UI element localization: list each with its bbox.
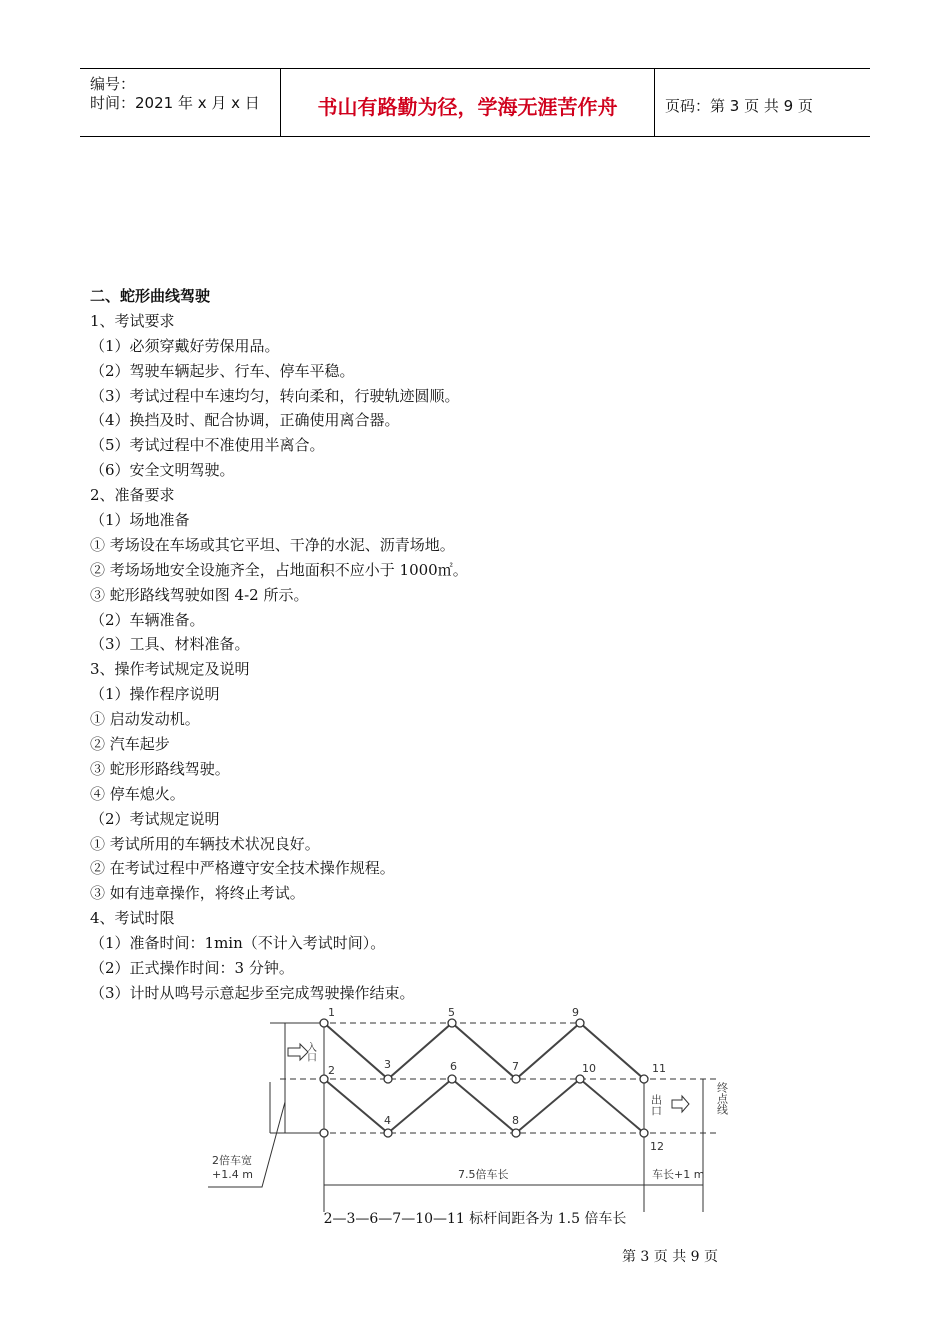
document-date: 时间：2021 年 x 月 x 日 <box>90 94 260 112</box>
body-line: ② 在考试过程中严格遵守安全技术操作规程。 <box>90 859 395 878</box>
upper-zigzag-path <box>324 1023 644 1079</box>
extra-length-label: 车长+1 m <box>652 1168 705 1181</box>
header-page-cell <box>655 69 870 136</box>
header-info-cell <box>80 69 281 136</box>
pole-9 <box>576 1019 584 1027</box>
pole-3 <box>384 1075 392 1083</box>
pole-label-12: 12 <box>650 1140 664 1153</box>
pole-label-9: 9 <box>572 1006 579 1019</box>
body-line: （4）换挡及时、配合协调，正确使用离合器。 <box>90 411 400 430</box>
body-line: （2）正式操作时间：3 分钟。 <box>90 959 294 978</box>
body-line: （3）考试过程中车速均匀，转向柔和，行驶轨迹圆顺。 <box>90 386 460 405</box>
pole-4 <box>384 1129 392 1137</box>
body-line: （2）驾驶车辆起步、行车、停车平稳。 <box>90 361 355 380</box>
body-line: ③ 蛇形路线驾驶如图 4-2 所示。 <box>90 585 309 604</box>
pole-label-10: 10 <box>582 1062 596 1075</box>
body-line: （6）安全文明驾驶。 <box>90 461 235 480</box>
body-line: ② 考场场地安全设施齐全，占地面积不应小于 1000㎡。 <box>90 560 468 579</box>
exit-label: 出口 <box>649 1094 663 1116</box>
body-line: 3、操作考试规定及说明 <box>90 660 250 679</box>
exit-arrow-icon <box>672 1096 689 1112</box>
pole-2 <box>320 1075 328 1083</box>
pole-10 <box>576 1075 584 1083</box>
header-motto-cell <box>281 69 655 136</box>
length-label: 7.5倍车长 <box>458 1168 509 1181</box>
page-header <box>80 68 870 137</box>
header-motto: 书山有路勤为径，学海无涯苦作舟 <box>317 95 618 119</box>
body-line: （2）考试规定说明 <box>90 809 220 828</box>
body-line: （1）准备时间：1min（不计入考试时间）。 <box>90 934 386 953</box>
pole-6 <box>448 1075 456 1083</box>
body-line: ① 考试所用的车辆技术状况良好。 <box>90 834 320 853</box>
body-line: ① 考场设在车场或其它平坦、干净的水泥、沥青场地。 <box>90 535 455 554</box>
body-line: ④ 停车熄火。 <box>90 784 185 803</box>
body-line: 2、准备要求 <box>90 486 175 505</box>
body-line: （2）车辆准备。 <box>90 610 205 629</box>
figure-caption: 2—3—6—7—10—11 标杆间距各为 1.5 倍车长 <box>323 1211 627 1227</box>
pole-1 <box>320 1019 328 1027</box>
body-line: 4、考试时限 <box>90 909 175 928</box>
document-body <box>90 284 790 1006</box>
pole-start-bottom <box>320 1129 328 1137</box>
pole-label-7: 7 <box>512 1060 519 1073</box>
serpentine-course-diagram <box>200 1002 760 1212</box>
pole-8 <box>512 1129 520 1137</box>
body-line: 1、考试要求 <box>90 311 175 330</box>
pole-label-5: 5 <box>448 1006 455 1019</box>
body-line: （5）考试过程中不准使用半离合。 <box>90 436 325 455</box>
pole-11 <box>640 1075 648 1083</box>
body-line: （1）场地准备 <box>90 511 190 530</box>
pole-label-3: 3 <box>384 1058 391 1071</box>
body-line: （1）操作程序说明 <box>90 685 220 704</box>
body-line: （3）计时从鸣号示意起步至完成驾驶操作结束。 <box>90 983 415 1002</box>
pole-label-6: 6 <box>450 1060 457 1073</box>
body-line: ② 汽车起步 <box>90 735 170 754</box>
pole-12 <box>640 1129 648 1137</box>
pole-5 <box>448 1019 456 1027</box>
page-footer: 第 3 页 共 9 页 <box>621 1249 719 1265</box>
body-line: ③ 蛇形形路线驾驶。 <box>90 759 230 778</box>
header-page-info: 页码：第 3 页 共 9 页 <box>665 97 813 115</box>
pole-label-11: 11 <box>652 1062 666 1075</box>
section-title: 二、蛇形曲线驾驶 <box>90 287 211 305</box>
entrance-label: 入口 <box>304 1042 316 1062</box>
body-line: ③ 如有违章操作，将终止考试。 <box>90 884 305 903</box>
pole-label-4: 4 <box>384 1114 391 1127</box>
pole-label-2: 2 <box>328 1064 335 1077</box>
width-label-line2: +1.4 m <box>212 1168 253 1181</box>
pole-label-1: 1 <box>328 1006 335 1019</box>
document-number-label: 编号： <box>90 75 136 93</box>
body-line: （3）工具、材料准备。 <box>90 635 250 654</box>
finish-line-label: 终点线 <box>715 1082 729 1115</box>
body-line: （1）必须穿戴好劳保用品。 <box>90 336 280 355</box>
lower-zigzag-path <box>324 1079 644 1133</box>
pole-label-8: 8 <box>512 1114 519 1127</box>
body-line: ① 启动发动机。 <box>90 710 200 729</box>
pole-7 <box>512 1075 520 1083</box>
width-label-line1: 2倍车宽 <box>212 1154 252 1167</box>
